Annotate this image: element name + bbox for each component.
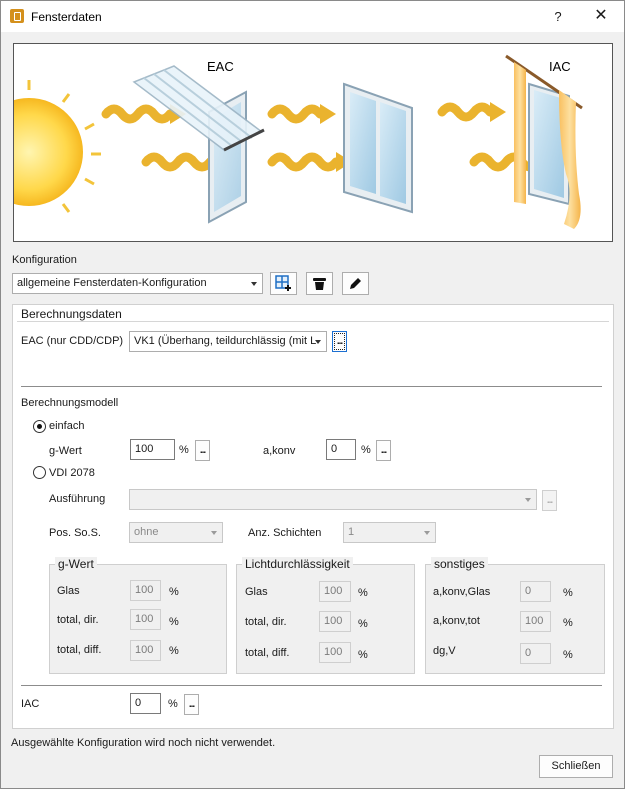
licht-total-diff-unit: % <box>358 649 368 661</box>
iac-unit: % <box>168 698 178 710</box>
eac-label: EAC <box>207 59 234 74</box>
iac-label: IAC <box>549 59 571 74</box>
g-wert-total-dir-input[interactable]: 100 <box>130 609 161 630</box>
sonstiges-dg-v-input[interactable]: 0 <box>520 643 551 664</box>
a-konv-input[interactable]: 0 <box>326 439 356 460</box>
app-icon <box>10 9 24 23</box>
sun-icon <box>14 80 101 212</box>
vdi-2078-label: VDI 2078 <box>49 467 95 479</box>
iac-field-label: IAC <box>21 698 40 710</box>
iac-input[interactable]: 0 <box>130 693 161 714</box>
title-bar <box>1 1 624 32</box>
licht-total-dir-unit: % <box>358 618 368 630</box>
g-wert-glas-label: Glas <box>57 585 80 597</box>
sonstiges-a-konv-glas-input[interactable]: 0 <box>520 581 551 602</box>
sonstiges-a-konv-glas-unit: % <box>563 587 573 599</box>
sonstiges-dg-v-label: dg,V <box>433 645 456 657</box>
pos-so-s-select[interactable] <box>129 522 223 543</box>
konfiguration-select-value: allgemeine Fensterdaten-Konfiguration <box>17 277 207 289</box>
grid-add-icon <box>275 275 292 292</box>
illustration-graphic <box>14 44 612 241</box>
eac-window-graphic <box>134 66 264 222</box>
chevron-down-icon <box>211 531 217 535</box>
ausfuehrung-label: Ausführung <box>49 493 106 505</box>
add-configuration-button[interactable] <box>270 272 297 295</box>
edit-configuration-button[interactable] <box>342 272 369 295</box>
g-wert-glas-input[interactable]: 100 <box>130 580 161 601</box>
chevron-down-icon <box>251 282 257 286</box>
g-wert-glas-unit: % <box>169 586 179 598</box>
licht-glas-unit: % <box>358 587 368 599</box>
sonstiges-a-konv-glas-label: a,konv,Glas <box>433 586 491 598</box>
chevron-down-icon <box>424 531 430 535</box>
iac-details-button[interactable]: ... <box>184 694 199 715</box>
eac-details-button[interactable]: ... <box>332 331 347 352</box>
schliessen-button[interactable]: Schließen <box>539 755 613 778</box>
g-wert-unit: % <box>179 444 189 456</box>
close-window-button[interactable]: ✕ <box>594 7 608 24</box>
iac-window-graphic <box>506 56 582 229</box>
licht-total-diff-input[interactable]: 100 <box>319 642 351 663</box>
help-button[interactable]: ? <box>554 9 562 24</box>
a-konv-unit: % <box>361 444 371 456</box>
sonstiges-group-title: sonstiges <box>431 557 488 571</box>
einfach-label: einfach <box>49 420 85 432</box>
chevron-down-icon <box>315 340 321 344</box>
eac-select[interactable] <box>129 331 327 352</box>
pencil-icon <box>348 276 363 291</box>
plain-window-graphic <box>344 84 412 212</box>
licht-total-dir-input[interactable]: 100 <box>319 611 351 632</box>
licht-glas-label: Glas <box>245 586 268 598</box>
g-wert-group-title: g-Wert <box>55 557 97 571</box>
g-wert-total-dir-unit: % <box>169 616 179 628</box>
eac-select-value: VK1 (Überhang, teildurchlässig (mit L <box>134 335 317 347</box>
g-wert-total-diff-input[interactable]: 100 <box>130 640 161 661</box>
ausfuehrung-details-button[interactable]: ... <box>542 490 557 511</box>
g-wert-total-diff-label: total, diff. <box>57 644 102 656</box>
title-separator <box>17 321 609 322</box>
chevron-down-icon <box>525 498 531 502</box>
sonstiges-a-konv-tot-input[interactable]: 100 <box>520 611 551 632</box>
delete-configuration-button[interactable] <box>306 272 333 295</box>
window-shading-illustration <box>13 43 613 242</box>
separator-line <box>21 386 602 387</box>
sonstiges-dg-v-unit: % <box>563 649 573 661</box>
licht-total-diff-label: total, diff. <box>245 647 290 659</box>
ausfuehrung-select[interactable] <box>129 489 537 510</box>
lichtdurchlaessigkeit-group-title: Lichtdurchlässigkeit <box>242 557 353 571</box>
licht-glas-input[interactable]: 100 <box>319 581 351 602</box>
pos-so-s-select-value: ohne <box>134 526 159 538</box>
g-wert-total-diff-unit: % <box>169 645 179 657</box>
g-wert-input[interactable]: 100 <box>130 439 175 460</box>
a-konv-label: a,konv <box>263 445 296 457</box>
g-wert-total-dir-label: total, dir. <box>57 614 99 626</box>
berechnungsmodell-title: Berechnungsmodell <box>21 397 119 409</box>
einfach-radio[interactable] <box>33 420 46 433</box>
konfiguration-label: Konfiguration <box>12 254 77 266</box>
eac-field-label: EAC (nur CDD/CDP) <box>21 335 124 347</box>
g-wert-label: g-Wert <box>49 445 82 457</box>
separator-line <box>21 685 602 686</box>
window-title: Fensterdaten <box>31 10 102 24</box>
g-wert-details-button[interactable]: ... <box>195 440 210 461</box>
konfiguration-select[interactable] <box>12 273 263 294</box>
sonstiges-a-konv-tot-label: a,konv,tot <box>433 615 480 627</box>
anz-schichten-select[interactable] <box>343 522 436 543</box>
licht-total-dir-label: total, dir. <box>245 616 287 628</box>
anz-schichten-select-value: 1 <box>348 526 355 538</box>
vdi-2078-radio[interactable] <box>33 466 46 479</box>
a-konv-details-button[interactable]: ... <box>376 440 391 461</box>
pos-so-s-label: Pos. So.S. <box>49 527 101 539</box>
sonstiges-a-konv-tot-unit: % <box>563 617 573 629</box>
berechnungsdaten-title: Berechnungsdaten <box>21 307 122 321</box>
anz-schichten-label: Anz. Schichten <box>248 527 322 539</box>
status-message: Ausgewählte Konfiguration wird noch nicht verwendet. <box>11 737 276 749</box>
trash-icon <box>312 276 327 291</box>
